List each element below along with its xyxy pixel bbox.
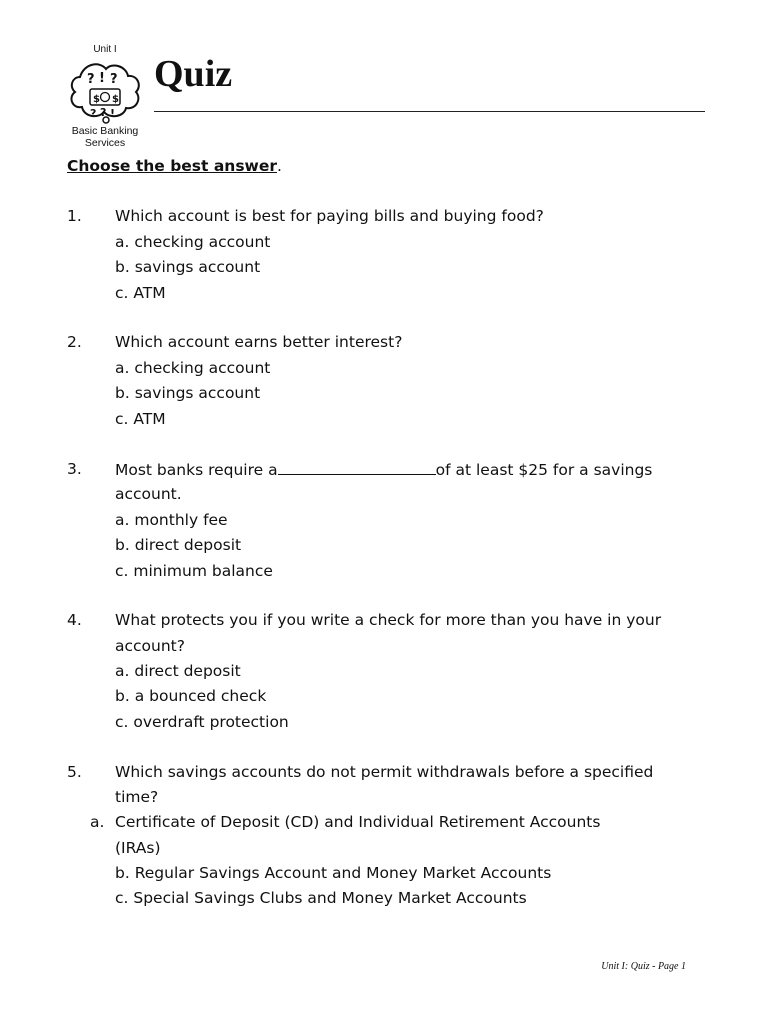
answer-option: b. Regular Savings Account and Money Market Accounts [115, 864, 552, 882]
answer-option: a. monthly fee [115, 511, 228, 529]
thought-cloud-icon [66, 55, 144, 125]
logo-symbol: ? [100, 106, 107, 119]
question-text: Which savings accounts do not permit withdrawals before a specified [115, 763, 654, 781]
question-text-continued: account. [115, 485, 182, 503]
logo-symbol: $ [93, 94, 100, 105]
answer-option: c. minimum balance [115, 562, 273, 580]
question-text: What protects you if you write a check for more than you have in your [115, 611, 662, 629]
answer-option: c. ATM [115, 410, 166, 428]
question-number: 1. [67, 207, 82, 225]
logo-symbol: ! [110, 107, 116, 120]
question-number: 4. [67, 611, 82, 629]
question-number: 2. [67, 333, 82, 351]
question-text [115, 458, 652, 481]
answer-option: a. checking account [115, 359, 271, 377]
logo-symbol: ? [87, 72, 95, 87]
answer-option-label: a. [90, 813, 105, 831]
logo-symbol: ? [110, 72, 118, 87]
logo-symbol: $ [112, 94, 119, 105]
answer-option: c. Special Savings Clubs and Money Market Accounts [115, 889, 527, 907]
answer-option: b. savings account [115, 384, 261, 402]
answer-option: b. a bounced check [115, 687, 267, 705]
answer-option: c. ATM [115, 284, 166, 302]
logo-caption-line: Basic Banking [71, 125, 139, 137]
instructions-punct: . [277, 157, 282, 175]
logo-symbol: ! [99, 71, 105, 86]
answer-option: a. direct deposit [115, 662, 241, 680]
logo-caption-line: Services [84, 137, 126, 149]
fill-in-blank [278, 458, 436, 475]
answer-option: Certificate of Deposit (CD) and Individual Retirement Accounts [115, 813, 601, 831]
page-title: Quiz [154, 53, 233, 95]
answer-option: b. savings account [115, 258, 261, 276]
instructions [67, 155, 282, 177]
answer-option: a. checking account [115, 233, 271, 251]
logo-unit-label: Unit I [93, 44, 117, 55]
question-text: Which account is best for paying bills and buying food? [115, 207, 544, 225]
page-footer: Unit I: Quiz - Page 1 [601, 961, 686, 972]
question-text-after-blank: of at least $25 for a savings [435, 461, 653, 479]
answer-option: b. direct deposit [115, 536, 242, 554]
title-divider [154, 111, 705, 112]
question-text-continued: account? [115, 637, 185, 655]
question-number: 3. [67, 460, 82, 478]
instructions-label: Choose the best answer [67, 157, 278, 175]
answer-option-continued: (IRAs) [115, 839, 161, 857]
logo-symbol: ? [90, 107, 97, 120]
question-number: 5. [67, 763, 82, 781]
question-text-continued: time? [115, 788, 159, 806]
question-text: Which account earns better interest? [115, 333, 403, 351]
answer-option: c. overdraft protection [115, 713, 289, 731]
question-text-before-blank: Most banks require a [115, 461, 278, 479]
logo-caption [62, 125, 148, 149]
unit-logo [62, 44, 148, 150]
